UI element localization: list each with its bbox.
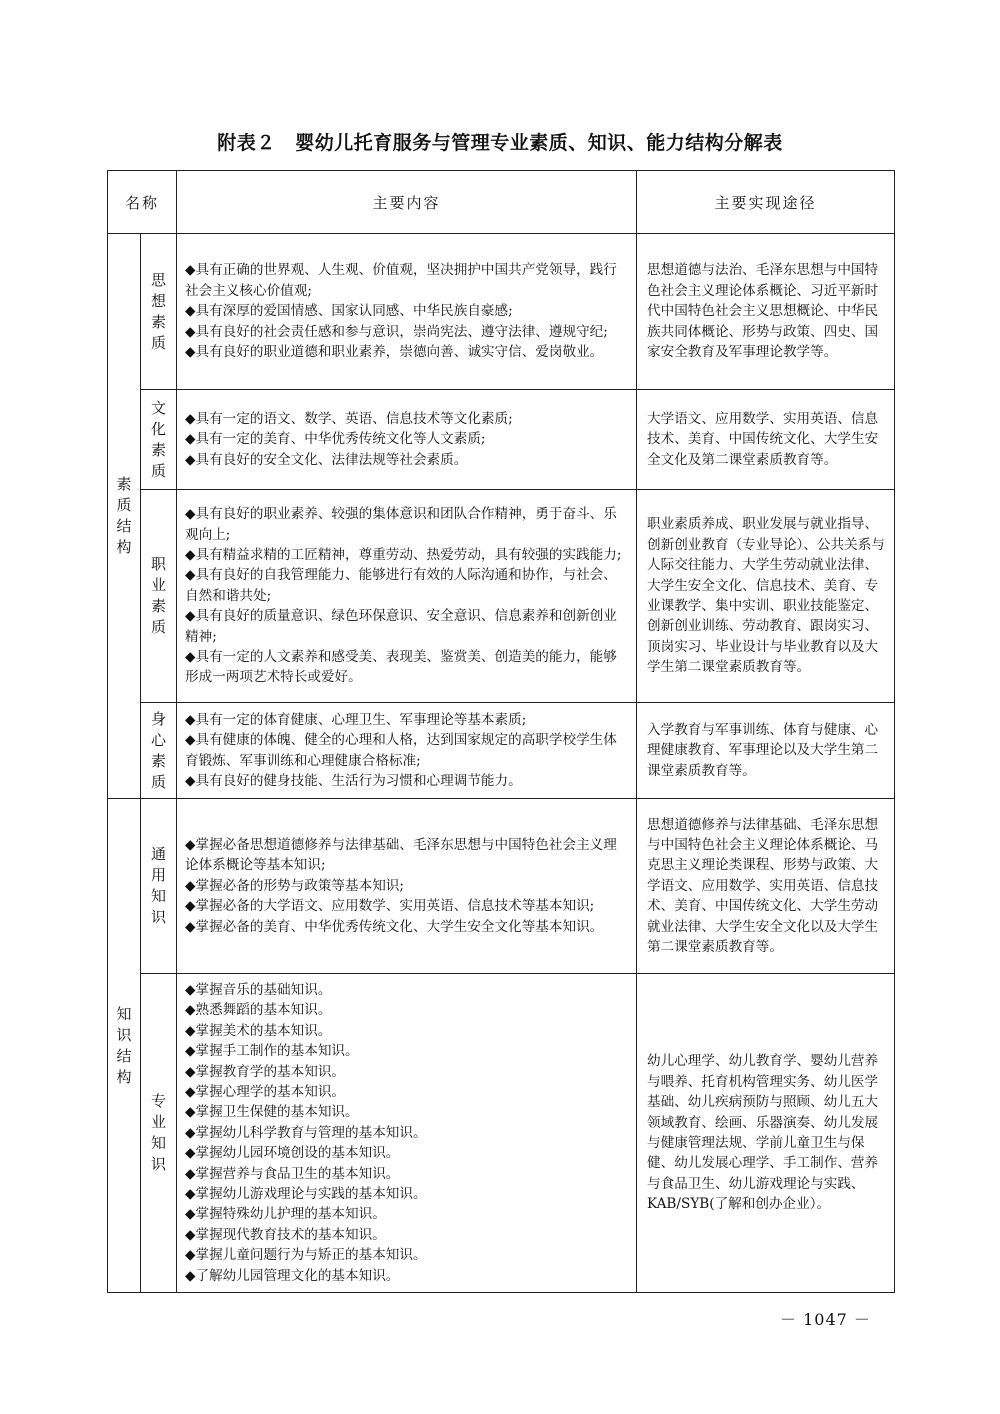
route-cell: 思想道德与法治、毛泽东思想与中国特色社会主义理论体系概论、习近平新时代中国特色社会主义思想概论、中华民族共同体概论、形势与政策、四史、国家安全教育及军事理论教学等。	[637, 234, 895, 390]
route-cell: 职业素质养成、职业发展与就业指导、创新创业教育（专业导论）、公共关系与人际交往能力、大学生劳动就业法律、大学生安全文化、信息技术、美育、专业课教学、集中实训、职业技能鉴定、创新创业训练、劳动教育、跟岗实习、顶岗实习、毕业设计与毕业教育以及大学生第二课堂素质教育等。	[637, 490, 895, 703]
content-item: ◆掌握现代教育技术的基本知识。	[185, 1226, 386, 1243]
header-route: 主要实现途径	[637, 171, 895, 234]
table-header-row	[108, 171, 895, 234]
structure-table	[107, 170, 895, 1293]
content-item: ◆具有正确的世界观、人生观、价值观，坚决拥护中国共产党领导，践行社会主义核心价值观;	[185, 262, 617, 299]
table-row	[108, 974, 895, 1293]
category-cell	[108, 799, 141, 1293]
sub-category-label: 文化素质	[150, 398, 166, 480]
content-item: ◆具有良好的职业道德和职业素养，崇德向善、诚实守信、爱岗敬业。	[185, 344, 604, 361]
content-item: ◆具有深厚的爱国情感、国家认同感、中华民族自豪感;	[185, 303, 513, 320]
sub-category-label: 专业知识	[150, 1092, 166, 1174]
content-item: ◆具有一定的语文、数学、英语、信息技术等文化素质;	[185, 410, 513, 427]
content-item: ◆掌握音乐的基础知识。	[185, 982, 332, 998]
route-cell: 思想道德修养与法律基础、毛泽东思想与中国特色社会主义理论体系概论、马克思主义理论类课程、形势与政策、大学语文、应用数学、实用英语、信息技术、美育、中国传统文化、大学生劳动就业法律、大学生安全文化以及大学生第二课堂素质教育等。	[637, 799, 895, 974]
content-item: ◆掌握幼儿游戏理论与实践的基本知识。	[185, 1186, 427, 1203]
content-cell	[177, 390, 637, 490]
route-cell: 入学教育与军事训练、体育与健康、心理健康教育、军事理论以及大学生第二课堂素质教育等。	[637, 703, 895, 799]
sub-category-label: 通用知识	[150, 845, 166, 926]
content-item: ◆掌握心理学的基本知识。	[185, 1084, 346, 1101]
header-name: 名称	[108, 171, 177, 234]
content-item: ◆掌握必备思想道德修养与法律基础、毛泽东思想与中国特色社会主义理论体系概论等基本知识;	[185, 836, 617, 874]
content-item: ◆具有良好的自我管理能力、能够进行有效的人际沟通和协作，与社会、自然和谐共处;	[185, 567, 617, 604]
table-row	[108, 490, 895, 703]
sub-category-cell	[141, 390, 177, 490]
route-cell: 幼儿心理学、幼儿教育学、婴幼儿营养与喂养、托育机构管理实务、幼儿医学基础、幼儿疾病预防与照顾、幼儿五大领域教育、绘画、乐器演奏、幼儿发展与健康管理法规、学前儿童卫生与保健、幼儿发展心理学、手工制作、营养与食品卫生、幼儿游戏理论与实践、KAB/SYB(了解和创办企业）。	[637, 974, 895, 1293]
content-cell	[177, 234, 637, 390]
table-row	[108, 390, 895, 490]
content-item: ◆掌握儿童问题行为与矫正的基本知识。	[185, 1247, 427, 1264]
route-cell: 大学语文、应用数学、实用英语、信息技术、美育、中国传统文化、大学生安全文化及第二课堂素质教育等。	[637, 390, 895, 490]
content-item: ◆了解幼儿园管理文化的基本知识。	[185, 1267, 400, 1284]
content-item: ◆掌握营养与食品卫生的基本知识。	[185, 1165, 400, 1182]
content-item: ◆掌握特殊幼儿护理的基本知识。	[185, 1206, 386, 1223]
content-item: ◆掌握必备的大学语文、应用数学、实用英语、信息技术等基本知识;	[185, 898, 595, 915]
content-item: ◆掌握幼儿园环境创设的基本知识。	[185, 1145, 400, 1162]
sub-category-label: 身心素质	[150, 709, 166, 791]
sub-category-label: 职业素质	[150, 555, 166, 636]
sub-category-cell	[141, 490, 177, 703]
content-item: ◆掌握卫生保健的基本知识。	[185, 1104, 359, 1121]
content-item: ◆具有精益求精的工匠精神，尊重劳动、热爱劳动，具有较强的实践能力;	[185, 546, 622, 563]
table-row	[108, 234, 895, 390]
content-item: ◆掌握必备的形势与政策等基本知识;	[185, 877, 404, 894]
content-item: ◆掌握美术的基本知识。	[185, 1022, 332, 1039]
content-item: ◆具有一定的美育、中华优秀传统文化等人文素质;	[185, 431, 486, 448]
content-cell	[177, 703, 637, 799]
sub-category-cell	[141, 703, 177, 799]
content-item: ◆具有良好的安全文化、法律法规等社会素质。	[185, 451, 468, 468]
content-cell	[177, 490, 637, 703]
content-item: ◆掌握幼儿科学教育与管理的基本知识。	[185, 1124, 427, 1141]
content-item: ◆具有良好的职业素养、较强的集体意识和团队合作精神，勇于奋斗、乐观向上;	[185, 506, 617, 543]
sub-category-cell	[141, 234, 177, 390]
sub-category-cell	[141, 799, 177, 974]
content-cell	[177, 974, 637, 1293]
header-content: 主要内容	[177, 171, 637, 234]
content-item: ◆具有一定的人文素养和感受美、表现美、鉴赏美、创造美的能力，能够形成一两项艺术特长或爱好。	[185, 649, 617, 686]
content-item: ◆具有一定的体育健康、心理卫生、军事理论等基本素质;	[185, 711, 527, 728]
page-number: － 1047 －	[780, 1310, 871, 1329]
page-title: 附表２ 婴幼儿托育服务与管理专业素质、知识、能力结构分解表	[217, 132, 783, 154]
table-row	[108, 703, 895, 799]
content-item: ◆熟悉舞蹈的基本知识。	[185, 1002, 332, 1019]
content-item: ◆掌握必备的美育、中华优秀传统文化、大学生安全文化等基本知识。	[185, 918, 604, 935]
content-cell	[177, 799, 637, 974]
content-item: ◆掌握教育学的基本知识。	[185, 1063, 346, 1080]
content-item: ◆具有健康的体魄、健全的心理和人格，达到国家规定的高职学校学生体育锻炼、军事训练和心理健康合格标准;	[185, 732, 617, 769]
content-item: ◆具有良好的社会责任感和参与意识，崇尚宪法、遵守法律、遵规守纪;	[185, 323, 608, 340]
category-label: 素质结构	[116, 475, 132, 556]
sub-category-label: 思想素质	[150, 270, 166, 352]
category-cell	[108, 234, 141, 799]
category-label: 知识结构	[116, 1004, 132, 1086]
content-item: ◆具有良好的健身技能、生活行为习惯和心理调节能力。	[185, 772, 522, 789]
sub-category-cell	[141, 974, 177, 1293]
content-item: ◆具有良好的质量意识、绿色环保意识、安全意识、信息素养和创新创业精神;	[185, 608, 617, 645]
content-item: ◆掌握手工制作的基本知识。	[185, 1043, 359, 1060]
table-row	[108, 799, 895, 974]
